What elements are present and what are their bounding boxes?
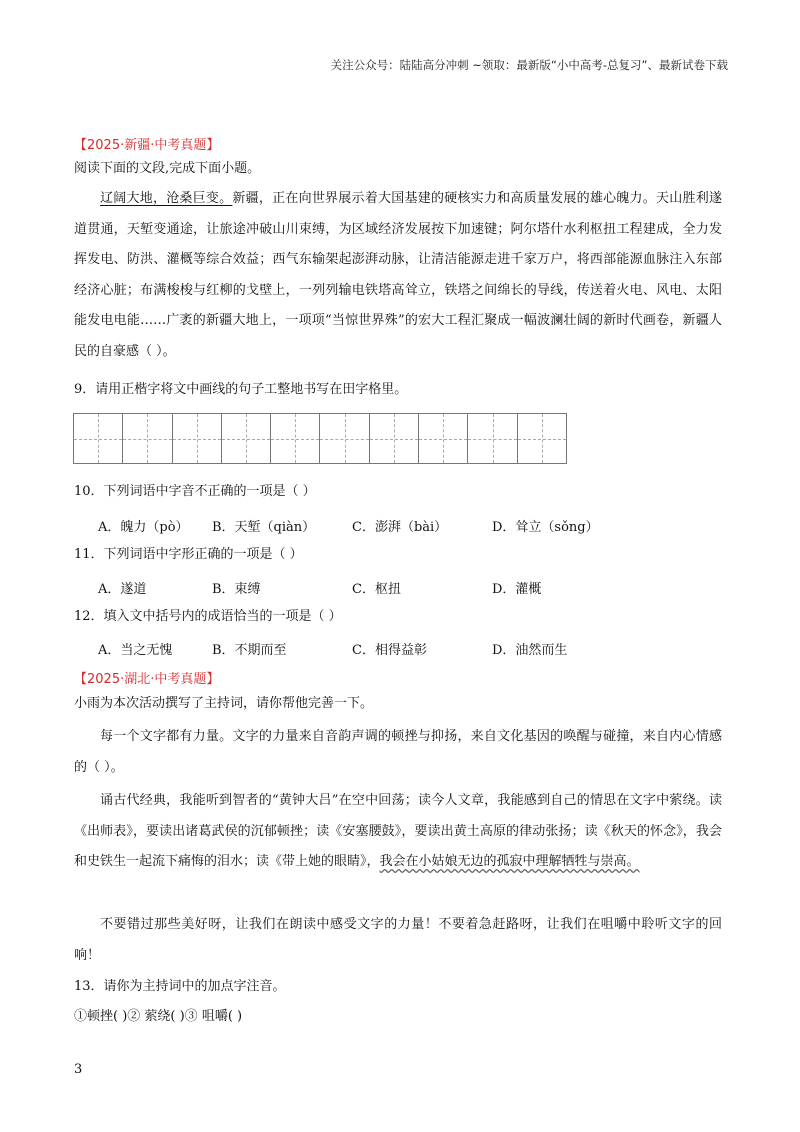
page-number: 3: [74, 1062, 83, 1077]
section-tag-xinjiang: 【2025·新疆·中考真题】: [74, 138, 220, 153]
q10-option-b[interactable]: B．天堑（qiàn）: [212, 520, 316, 535]
question-12: 12．填入文中括号内的成语恰当的一项是（ ）: [74, 609, 342, 624]
grid-cell[interactable]: [369, 414, 418, 463]
section2-intro: 小雨为本次活动撰写了主持词，请你帮他完善一下。: [74, 696, 374, 711]
question-13-items[interactable]: ①顿挫( )② 萦绕( )③ 咀嚼( ): [74, 1009, 243, 1024]
host-script-p3: 不要错过那些美好呀，让我们在朗读中感受文字的力量！不要着急赶路呀，让我们在咀嚼中聆听文字的回响！: [74, 917, 722, 963]
question-9: 9．请用正楷字将文中画线的句子工整地书写在田字格里。: [74, 382, 408, 397]
grid-cell[interactable]: [418, 414, 467, 463]
grid-cell[interactable]: [172, 414, 221, 463]
passage-xinjiang: [74, 184, 722, 368]
question-11: 11．下列词语中字形正确的一项是（ ）: [74, 547, 303, 562]
q12-option-d[interactable]: D．油然而生: [492, 643, 568, 658]
tianzige-grid[interactable]: [73, 413, 567, 464]
q12-option-a[interactable]: A．当之无愧: [98, 643, 173, 658]
q10-option-a[interactable]: A．魄力（pò）: [98, 520, 189, 535]
section-tag-hubei: 【2025·湖北·中考真题】: [74, 672, 220, 687]
grid-cell[interactable]: [270, 414, 319, 463]
grid-cell[interactable]: [467, 414, 516, 463]
grid-cell[interactable]: [221, 414, 270, 463]
host-script-p1: 每一个文字都有力量。文字的力量来自音韵声调的顿挫与抑扬，来自文化基因的唤醒与碰撞，来自内心情感的（ ）。: [74, 729, 722, 775]
q12-option-c[interactable]: C．相得益彰: [352, 643, 427, 658]
q11-option-c[interactable]: C．枢扭: [352, 582, 401, 597]
grid-cell[interactable]: [74, 414, 122, 463]
passage-body: 新疆，正在向世界展示着大国基建的硬核实力和高质量发展的雄心魄力。天山胜利遂道贯通，天堑变通途，让旅途冲破山川束缚，为区域经济发展按下加速键；阿尔塔什水利枢扭工程建成，全力发挥发电、防洪、灌概等综合效益；西气东输架起澎湃动脉，让清洁能源走进千家万户，将西部能源血脉注入东部经济心脏；布满梭梭与红柳的戈壁上，一列列输电铁塔高耸立，铁塔之间绵长的导线，传送着火电、风电、太阳能发电电能……广袤的新疆大地上，一项项“当惊世界殊”的宏大工程汇聚成一幅波澜壮阔的新时代画卷，新疆人民的自豪感（ ）。: [74, 191, 722, 359]
grid-cell[interactable]: [319, 414, 368, 463]
underlined-sentence: 辽阔大地，沧桑巨变。: [100, 191, 233, 206]
page-header: 关注公众号：陆陆高分冲刺 ~领取：最新版“小中高考-总复习”、最新试卷下载: [330, 58, 728, 72]
q11-option-d[interactable]: D．灌概: [492, 582, 542, 597]
question-10: 10．下列词语中字音不正确的一项是（ ）: [74, 484, 316, 499]
question-13: 13．请你为主持词中的加点字注音。: [74, 979, 286, 994]
q11-option-b[interactable]: B．束缚: [212, 582, 261, 597]
q12-option-b[interactable]: B．不期而至: [212, 643, 287, 658]
grid-cell[interactable]: [517, 414, 566, 463]
host-script-p2: [74, 786, 722, 878]
section-intro: 阅读下面的文段,完成下面小题。: [74, 161, 261, 176]
grid-cell[interactable]: [122, 414, 171, 463]
q10-option-d[interactable]: D．耸立（sǒng）: [492, 520, 599, 535]
q11-option-a[interactable]: A．遂道: [98, 582, 147, 597]
q10-option-c[interactable]: C．澎湃（bài）: [352, 520, 448, 535]
wavy-underlined-sentence: 我会在小姑娘无边的孤寂中理解牺牲与崇高。: [379, 854, 640, 870]
host-script-p2-body: 诵古代经典，我能听到智者的“黄钟大吕”在空中回荡；读今人文章，我能感到自己的情思在文字中萦绕。读《出师表》，要读出诸葛武侯的沉郁顿挫；读《安塞腰鼓》，要读出黄土高原的律动张扬；读《秋天的怀念》，我会和史铁生一起流下痛悔的泪水；读《带上她的眼睛》，: [74, 793, 722, 870]
